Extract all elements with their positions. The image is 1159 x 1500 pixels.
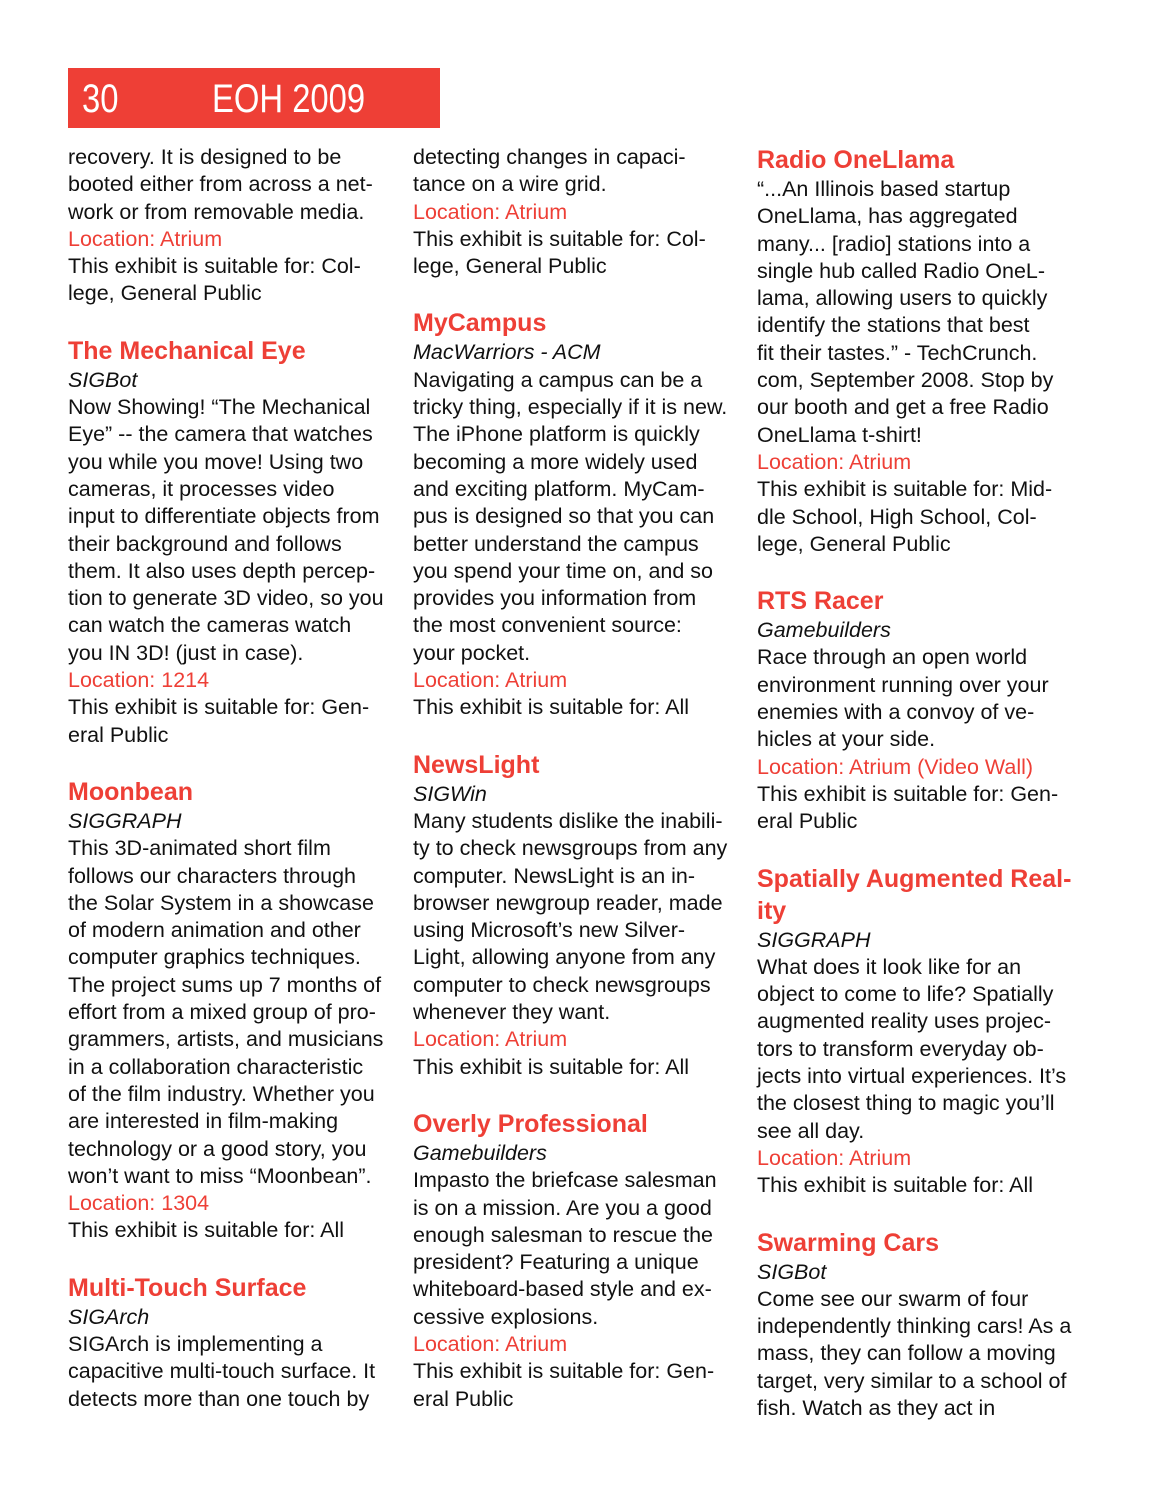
exhibit-title: NewsLight	[413, 750, 540, 779]
exhibit-title: Overly Professional	[413, 1109, 648, 1138]
description-line: Navigating a campus can be a	[413, 367, 703, 392]
exhibit-organization: SIGBot	[68, 367, 138, 392]
exhibit-organization: SIGArch	[68, 1304, 150, 1329]
description-line: independently thinking cars! As a	[757, 1314, 1072, 1339]
audience-line: This exhibit is suitable for: Gen-	[757, 781, 1059, 806]
description-line: fish. Watch as they act in	[757, 1395, 996, 1420]
audience-line: This exhibit is suitable for: Gen-	[413, 1359, 715, 1384]
description-line: Impasto the briefcase salesman	[413, 1168, 717, 1193]
exhibit-location: Location: Atrium	[757, 1145, 912, 1170]
description-line: lama, allowing users to quickly	[757, 286, 1048, 311]
description-line: cameras, it processes video	[68, 476, 335, 501]
description-line: The project sums up 7 months of	[68, 972, 382, 997]
description-line: cessive explosions.	[413, 1304, 599, 1329]
exhibit-entry	[413, 1081, 749, 1413]
description-line: of modern animation and other	[68, 918, 361, 943]
exhibit-title-continued: ity	[757, 896, 787, 925]
exhibit-entry	[757, 836, 1097, 1200]
description-line: booted either from across a net-	[68, 172, 373, 197]
entry-spacer	[413, 280, 749, 307]
entry-spacer	[68, 308, 404, 335]
description-line: of the film industry. Whether you	[68, 1081, 375, 1106]
audience-line: This exhibit is suitable for: Col-	[68, 254, 361, 279]
description-line: see all day.	[757, 1118, 865, 1143]
description-line: better understand the campus	[413, 531, 699, 556]
exhibit-organization: SIGGRAPH	[757, 927, 871, 952]
exhibit-location: Location: Atrium	[68, 226, 223, 251]
audience-line: This exhibit is suitable for: Mid-	[757, 477, 1053, 502]
description-line: using Microsoft’s new Silver-	[413, 918, 686, 943]
exhibit-location: Location: Atrium	[413, 668, 568, 693]
audience-line: This exhibit is suitable for: Gen-	[68, 695, 370, 720]
audience-line: lege, General Public	[757, 531, 951, 556]
description-line: whenever they want.	[413, 1000, 611, 1025]
description-line: detecting changes in capaci-	[413, 145, 686, 169]
description-line: enough salesman to rescue the	[413, 1222, 714, 1247]
audience-line: This exhibit is suitable for: All	[757, 1173, 1034, 1198]
exhibit-location: Location: 1304	[68, 1191, 210, 1216]
description-line: the closest thing to magic you’ll	[757, 1091, 1055, 1116]
exhibit-title: Radio OneLlama	[757, 146, 955, 174]
description-line: OneLlama, has aggregated	[757, 204, 1018, 229]
description-line: input to differentiate objects from	[68, 504, 380, 529]
description-line: augmented reality uses projec-	[757, 1009, 1051, 1034]
publication-title: EOH 2009	[212, 77, 366, 121]
exhibit-title: Swarming Cars	[757, 1228, 940, 1257]
description-line: mass, they can follow a moving	[757, 1341, 1056, 1366]
description-line: many... [radio] stations into a	[757, 231, 1031, 256]
description-line: Eye” -- the camera that watches	[68, 422, 373, 447]
description-line: becoming a more widely used	[413, 449, 698, 474]
exhibit-location: Location: Atrium	[413, 1331, 568, 1356]
exhibit-location: Location: Atrium (Video Wall)	[757, 754, 1034, 779]
entry-spacer	[413, 1081, 749, 1108]
description-line: Race through an open world	[757, 645, 1028, 670]
description-line: whiteboard-based style and ex-	[413, 1277, 712, 1302]
exhibit-entry	[413, 722, 749, 1081]
description-line: enemies with a convoy of ve-	[757, 700, 1035, 725]
description-line: effort from a mixed group of pro-	[68, 1000, 376, 1025]
description-line: target, very similar to a school of	[757, 1368, 1067, 1393]
description-line: The iPhone platform is quickly	[413, 422, 700, 447]
description-line: technology or a good story, you	[68, 1136, 367, 1161]
description-line: com, September 2008. Stop by	[757, 368, 1054, 393]
description-line: your pocket.	[413, 640, 531, 665]
audience-line: lege, General Public	[413, 254, 607, 279]
entry-spacer	[68, 749, 404, 776]
description-line: the Solar System in a showcase	[68, 890, 374, 915]
exhibit-entry	[68, 749, 404, 1245]
description-line: single hub called Radio OneL-	[757, 258, 1046, 283]
description-line: computer graphics techniques.	[68, 945, 361, 970]
description-line: the most convenient source:	[413, 613, 682, 638]
exhibit-organization: SIGWin	[413, 781, 487, 806]
exhibit-entry	[413, 280, 749, 721]
entry-spacer	[757, 558, 1097, 585]
description-line: OneLlama t-shirt!	[757, 422, 922, 447]
description-line: you IN 3D! (just in case).	[68, 640, 304, 665]
description-line: identify the stations that best	[757, 313, 1030, 338]
exhibit-title: MyCampus	[413, 309, 547, 338]
exhibit-entry	[68, 144, 404, 308]
exhibit-title: RTS Racer	[757, 587, 884, 616]
audience-line: This exhibit is suitable for: All	[413, 1054, 690, 1079]
audience-line: This exhibit is suitable for: Col-	[413, 226, 706, 251]
column-1	[68, 144, 404, 1413]
description-line: capacitive multi-touch surface. It	[68, 1359, 376, 1384]
description-line: What does it look like for an	[757, 954, 1022, 979]
description-line: you while you move! Using two	[68, 449, 364, 474]
description-line: Now Showing! “The Mechanical	[68, 395, 371, 420]
exhibit-title: Multi-Touch Surface	[68, 1273, 307, 1302]
description-line: president? Featuring a unique	[413, 1250, 699, 1275]
column-2	[413, 144, 749, 1413]
exhibit-entry	[757, 558, 1097, 835]
audience-line: This exhibit is suitable for: All	[68, 1218, 345, 1243]
description-line: environment running over your	[757, 672, 1049, 697]
description-line: “...An Illinois based startup	[757, 177, 1011, 201]
description-line: in a collaboration characteristic	[68, 1054, 364, 1079]
entry-spacer	[68, 1245, 404, 1272]
description-line: fit their tastes.” - TechCrunch.	[757, 340, 1038, 365]
description-line: Light, allowing anyone from any	[413, 945, 716, 970]
page-number: 30	[82, 77, 119, 121]
description-line: tors to transform everyday ob-	[757, 1036, 1044, 1061]
exhibit-organization: SIGBot	[757, 1259, 827, 1284]
exhibit-entry	[68, 308, 404, 749]
exhibit-location: Location: Atrium	[413, 199, 568, 224]
exhibit-entry	[757, 1200, 1097, 1423]
exhibit-location: Location: Atrium	[413, 1027, 568, 1052]
description-line: Many students dislike the inabili-	[413, 808, 723, 833]
entry-spacer	[413, 722, 749, 749]
description-line: hicles at your side.	[757, 727, 936, 752]
description-line: tion to generate 3D video, so you	[68, 586, 384, 611]
description-line: you spend your time on, and so	[413, 558, 713, 583]
description-line: is on a mission. Are you a good	[413, 1195, 712, 1220]
description-line: can watch the cameras watch	[68, 613, 352, 638]
column-3	[757, 144, 1097, 1422]
audience-line: eral Public	[757, 809, 858, 834]
description-line: them. It also uses depth percep-	[68, 558, 376, 583]
description-line: SIGArch is implementing a	[68, 1331, 323, 1356]
description-line: grammers, artists, and musicians	[68, 1027, 384, 1052]
entry-spacer	[757, 836, 1097, 863]
description-line: This 3D-animated short film	[68, 836, 331, 861]
description-line: detects more than one touch by	[68, 1386, 370, 1411]
exhibit-organization: Gamebuilders	[757, 618, 891, 643]
description-line: provides you information from	[413, 586, 697, 611]
description-line: computer. NewsLight is an in-	[413, 863, 696, 888]
description-line: Come see our swarm of four	[757, 1286, 1029, 1311]
audience-line: This exhibit is suitable for: All	[413, 695, 690, 720]
description-line: and exciting platform. MyCam-	[413, 476, 705, 501]
exhibit-organization: SIGGRAPH	[68, 808, 182, 833]
description-line: work or from removable media.	[68, 199, 365, 224]
description-line: their background and follows	[68, 531, 342, 556]
exhibit-title: Moonbean	[68, 777, 193, 806]
description-line: ty to check newsgroups from any	[413, 836, 728, 861]
audience-line: lege, General Public	[68, 281, 262, 306]
description-line: pus is designed so that you can	[413, 504, 715, 529]
exhibit-organization: Gamebuilders	[413, 1140, 547, 1165]
description-line: are interested in film-making	[68, 1109, 339, 1134]
description-line: tricky thing, especially if it is new.	[413, 395, 728, 420]
description-line: follows our characters through	[68, 863, 357, 888]
exhibit-entry	[413, 144, 749, 280]
exhibit-entry	[68, 1245, 404, 1413]
audience-line: eral Public	[68, 722, 169, 747]
description-line: jects into virtual experiences. It’s	[757, 1064, 1067, 1089]
entry-spacer	[757, 1200, 1097, 1227]
audience-line: dle School, High School, Col-	[757, 504, 1037, 529]
page-header	[68, 68, 440, 128]
description-line: won’t want to miss “Moonbean”.	[68, 1163, 372, 1188]
exhibit-location: Location: 1214	[68, 668, 210, 693]
description-line: computer to check newsgroups	[413, 972, 711, 997]
description-line: tance on a wire grid.	[413, 172, 607, 197]
exhibit-location: Location: Atrium	[757, 449, 912, 474]
exhibit-title: Spatially Augmented Real-	[757, 864, 1072, 893]
exhibit-organization: MacWarriors - ACM	[413, 340, 601, 365]
exhibit-entry	[757, 144, 1097, 558]
description-line: browser newgroup reader, made	[413, 890, 723, 915]
description-line: recovery. It is designed to be	[68, 145, 342, 169]
description-line: object to come to life? Spatially	[757, 982, 1054, 1007]
exhibit-title: The Mechanical Eye	[68, 336, 306, 365]
description-line: our booth and get a free Radio	[757, 395, 1049, 420]
audience-line: eral Public	[413, 1386, 514, 1411]
